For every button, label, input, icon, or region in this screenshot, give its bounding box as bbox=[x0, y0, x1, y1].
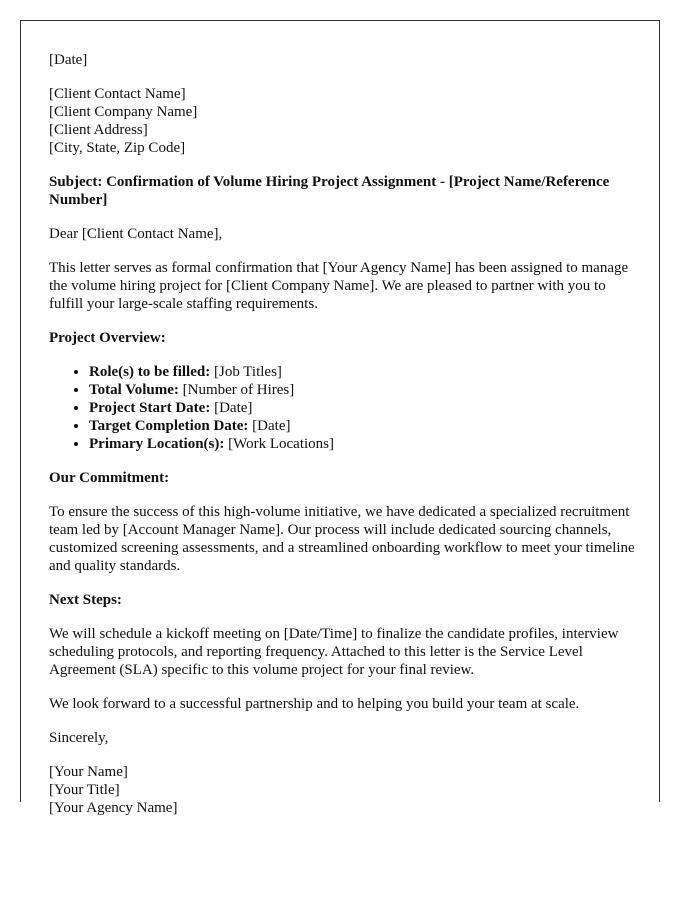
commitment-heading: Our Commitment: bbox=[49, 470, 170, 486]
signature-block bbox=[49, 763, 639, 817]
recipient-address: [Client Address] bbox=[49, 122, 148, 138]
signature-agency: [Your Agency Name] bbox=[49, 800, 178, 816]
list-item bbox=[89, 399, 639, 417]
project-overview-heading: Project Overview: bbox=[49, 330, 166, 346]
letter-page bbox=[20, 20, 660, 816]
intro-paragraph: This letter serves as formal confirmation that [Your Agency Name] has been assigned to manage the volume hiring project for [Client Company Name]. We are pleased to partner with you to fulfill your large-scale staffing requirements. bbox=[49, 260, 629, 312]
project-overview-list bbox=[49, 363, 639, 453]
recipient-address-block bbox=[49, 85, 639, 157]
signature-name: [Your Name] bbox=[49, 764, 128, 780]
item-value: [Number of Hires] bbox=[178, 382, 295, 398]
closing-remark: We look forward to a successful partnership and to helping you build your team at scale. bbox=[49, 696, 580, 712]
item-value: [Date] bbox=[248, 418, 291, 434]
list-item bbox=[89, 417, 639, 435]
list-item bbox=[89, 381, 639, 399]
sign-off: Sincerely, bbox=[49, 730, 109, 746]
next-steps-paragraph: We will schedule a kickoff meeting on [Date/Time] to finalize the candidate profiles, interview scheduling protocols, and reporting frequency. Attached to this letter is the Service Level Agreement (SLA) specific to this volume project for your final review. bbox=[49, 626, 619, 678]
signature-title: [Your Title] bbox=[49, 782, 120, 798]
commitment-paragraph: To ensure the success of this high-volume initiative, we have dedicated a specialized recruitment team led by [Account Manager Name]. Our process will include dedicated sourcing channels, customized screening assessments, and a streamlined onboarding workflow to meet your timeline and quality standards. bbox=[49, 504, 635, 574]
letter-date: [Date] bbox=[49, 52, 88, 68]
item-label: Primary Location(s): bbox=[89, 436, 225, 452]
item-value: [Date] bbox=[210, 400, 253, 416]
item-label: Target Completion Date: bbox=[89, 418, 249, 434]
next-steps-heading: Next Steps: bbox=[49, 592, 122, 608]
list-item bbox=[89, 363, 639, 381]
item-label: Project Start Date: bbox=[89, 400, 211, 416]
salutation: Dear [Client Contact Name], bbox=[49, 226, 223, 242]
recipient-company-name: [Client Company Name] bbox=[49, 104, 198, 120]
letter-subject: Subject: Confirmation of Volume Hiring Project Assignment - [Project Name/Reference Number] bbox=[49, 174, 610, 208]
recipient-city-state-zip: [City, State, Zip Code] bbox=[49, 140, 186, 156]
recipient-contact-name: [Client Contact Name] bbox=[49, 86, 186, 102]
item-label: Role(s) to be filled: bbox=[89, 364, 211, 380]
item-value: [Work Locations] bbox=[224, 436, 334, 452]
item-value: [Job Titles] bbox=[210, 364, 282, 380]
letter-content bbox=[49, 51, 639, 833]
item-label: Total Volume: bbox=[89, 382, 179, 398]
list-item bbox=[89, 435, 639, 453]
